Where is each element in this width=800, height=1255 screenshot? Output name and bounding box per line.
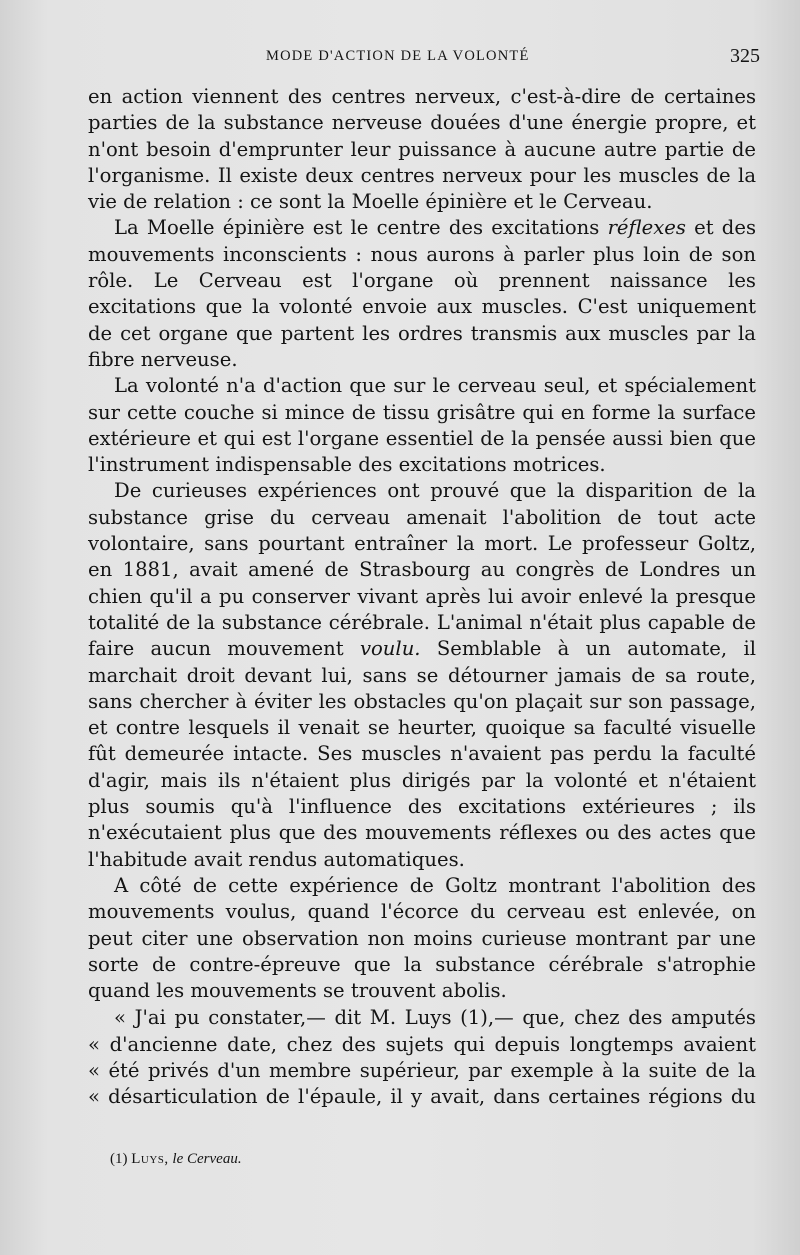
quote-line: « été privés d'un membre supérieur, par exemple à la suite de la	[88, 1058, 756, 1082]
paragraph-4: De curieuses expériences ont prouvé que la disparition de la substance grise du cerveau amenait l'abolition de tout acte volontaire, sans pourtant entraîner la mort. Le professeur Goltz, en 1881, avait amené de Strasbourg au congrès de Londres un chien qu'il a pu conserver vivant après lui avoir enlevé la presque totalité de la substance cérébrale. L'animal n'était plus capable de faire aucun mouvement voulu. Semblable à un automate, il marchait droit devant lui, sans se détourner jamais de sa route, sans chercher à éviter les obstacles qu'on plaçait sur son passage, et contre lesquels il venait se heurter, quoique sa faculté visuelle fût demeurée intacte. Ses muscles n'avaient pas perdu la faculté d'agir, mais ils n'étaient plus dirigés par la volonté et n'étaient plus soumis qu'à l'influence des excitations extérieures ; ils n'exécutaient plus que des mouvements réflexes ou des actes que l'habitude avait rendus automatiques.	[88, 479, 756, 871]
footnote-author: Luys,	[131, 1151, 169, 1167]
footnote-marker: (1)	[110, 1151, 128, 1167]
quote-line: « d'ancienne date, chez des sujets qui depuis longtemps avaient	[88, 1032, 756, 1056]
paragraph-5: A côté de cette expérience de Goltz montrant l'abolition des mouvements voulus, quand l'écorce du cerveau est enlevée, on peut citer une observation non moins curieuse montrant par une sorte de contre-épreuve que la substance cérébrale s'atrophie quand les mouvements se trouvent abolis.	[88, 873, 756, 1003]
running-title: MODE D'ACTION DE LA VOLONTÉ	[266, 48, 530, 64]
paragraph-1: en action viennent des centres nerveux, c'est-à-dire de certaines parties de la substance nerveuse douées d'une énergie propre, et n'ont besoin d'emprunter leur puissance à aucune autre partie de l'organisme. Il existe deux centres nerveux pour les muscles de la vie de relation : ce sont la Moelle épinière et le Cerveau.	[88, 85, 756, 214]
emphasis-reflexes: réflexes	[607, 216, 686, 240]
quote-block	[88, 1005, 756, 1110]
footnote-work: le Cerveau.	[172, 1151, 242, 1167]
running-head	[88, 45, 760, 74]
page-number: 325	[730, 45, 760, 67]
emphasis-voulu: voulu.	[359, 637, 421, 661]
quote-line: « J'ai pu constater,— dit M. Luys (1),— que, chez des amputés	[114, 1006, 756, 1030]
paragraph-3: La volonté n'a d'action que sur le cerveau seul, et spécialement sur cette couche si mince de tissu grisâtre qui en forme la surface extérieure et qui est l'organe essentiel de la pensée aussi bien que l'instrument indispensable des excitations motrices.	[88, 374, 756, 477]
quote-line: « désarticulation de l'épaule, il y avait, dans certaines régions du	[88, 1085, 756, 1109]
paragraph-2: La Moelle épinière est le centre des excitations réflexes et des mouvements inconscients : nous aurons à parler plus loin de son rôle. Le Cerveau est l'organe où prennent naissance les excitations que la volonté envoie aux muscles. C'est uniquement de cet organe que partent les ordres transmis aux muscles par la fibre nerveuse.	[88, 216, 756, 371]
body-text	[88, 84, 756, 1111]
footnote	[110, 1151, 242, 1168]
